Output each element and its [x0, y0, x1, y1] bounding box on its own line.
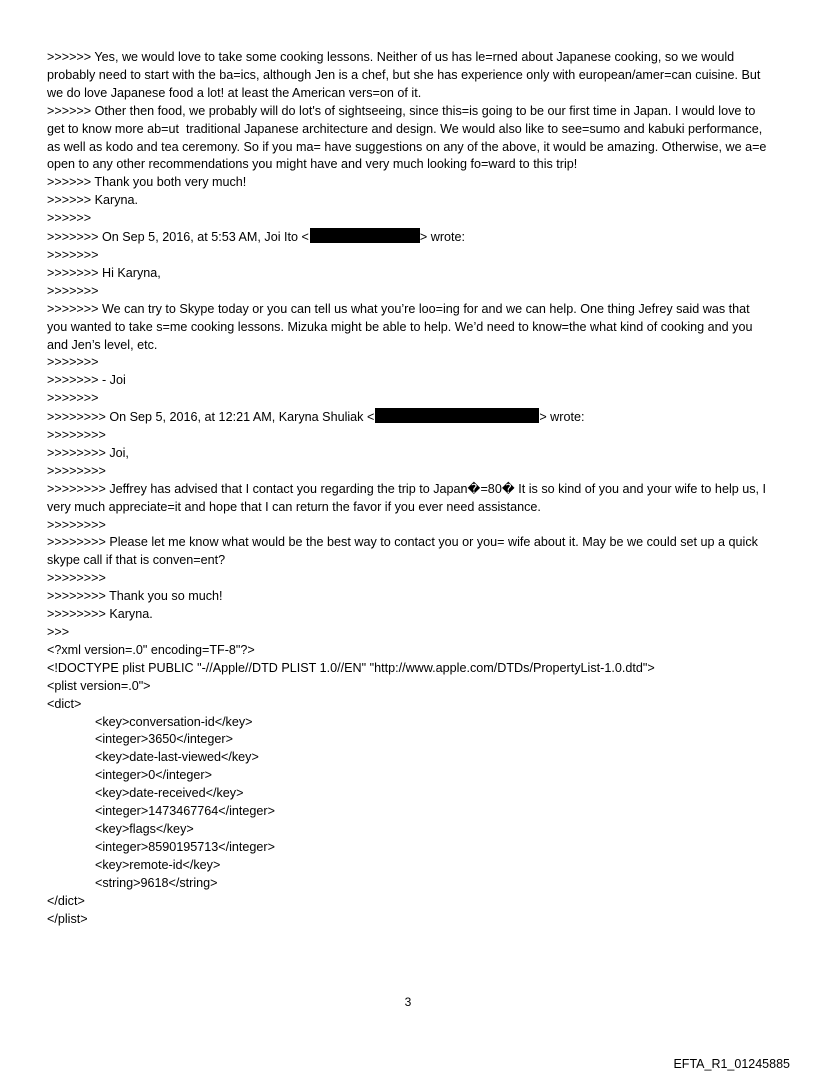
doctype-line: <!DOCTYPE plist PUBLIC "-//Apple//DTD PLIST 1.0//EN" "http://www.apple.com/DTDs/PropertyList-1.0.dtd">: [47, 660, 655, 675]
plist-entry: <integer>3650</integer>: [95, 732, 233, 747]
text-line: >>>>>> Karyna.: [47, 193, 139, 208]
text-line: >>>>>>>: [47, 283, 99, 298]
text-line: >>>>>>>>: [47, 571, 106, 586]
text-line: >>>>>>>> Joi,: [47, 445, 129, 460]
plist-entry: <integer>1473467764</integer>: [95, 804, 275, 819]
text-line: >>>>>>>> Please let me know what would be the best way to contact you or you= wife about it. May be we could set up a quick skype call if that is conven=ent?: [47, 535, 762, 568]
plist-entry: <key>date-received</key>: [95, 786, 244, 801]
karyna-message-header: [47, 408, 769, 427]
text-line: >>>>>>>: [47, 355, 99, 370]
plist-close-tag: </plist>: [47, 911, 88, 926]
page-number: 3: [404, 995, 412, 1009]
text-line: >>>>>>>> Karyna.: [47, 607, 153, 622]
text-line: >>>>>>> - Joi: [47, 373, 126, 388]
text-line: >>>>>>>>: [47, 463, 106, 478]
redacted-email-block: [375, 408, 539, 423]
redacted-email-block: [310, 228, 420, 243]
text-line: >>>: [47, 625, 70, 639]
header-text: >>>>>>> On Sep 5, 2016, at 5:53 AM, Joi Ito <: [47, 230, 309, 245]
text-line: >>>>>>>> Jeffrey has advised that I contact you regarding the trip to Japan�=80� It is so kind of you and your wife to help us, I very much appreciate=it and hope that I can return the favor if you ever need assistance.: [47, 481, 770, 514]
plist-entry: <string>9618</string>: [95, 875, 218, 890]
plist-entry: <integer>0</integer>: [95, 768, 212, 783]
dict-close-tag: </dict>: [47, 893, 85, 908]
header-text: > wrote:: [419, 230, 466, 245]
dict-open-tag: <dict>: [47, 696, 82, 711]
text-line: >>>>>>> We can try to Skype today or you can tell us what you’re loo=ing for and we can help. One thing Jefrey said was that you wanted to take s=me cooking lessons. Mizuka might be able to help. We’d need to know=the what kind of cooking and you and Jen’s level, etc.: [47, 301, 756, 352]
bates-stamp: EFTA_R1_01245885: [673, 1057, 790, 1071]
plist-entry: <key>flags</key>: [95, 821, 194, 836]
plist-entry: <key>date-last-viewed</key>: [95, 750, 259, 765]
text-line: >>>>>>>>: [47, 517, 106, 532]
header-text: >>>>>>>> On Sep 5, 2016, at 12:21 AM, Karyna Shuliak <: [47, 410, 375, 425]
text-line: >>>>>>>>: [47, 428, 106, 443]
plist-open-tag: <plist version=.0">: [47, 678, 151, 693]
text-line: >>>>>>: [47, 211, 92, 226]
header-text: > wrote:: [539, 410, 585, 425]
plist-entry: <key>conversation-id</key>: [95, 714, 253, 729]
text-line: >>>>>> Thank you both very much!: [47, 175, 247, 190]
text-line: >>>>>>> Hi Karyna,: [47, 265, 161, 280]
plist-entry: <integer>8590195713</integer>: [95, 839, 275, 854]
text-line: >>>>>>>> Thank you so much!: [47, 589, 223, 604]
text-line: >>>>>>>: [47, 247, 99, 262]
email-document-body: [47, 49, 769, 928]
text-line: >>>>>> Other then food, we probably will do lot's of sightseeing, since this=is going to be our first time in Japan. I would love to get to know more ab=ut traditional Japanese architecture and design. We would also like to see=sumo and kabuki performance, as well as kodo and tea ceremony. So if you ma= have suggestions on any of the above, it would be amazing. Otherwise, we a=e open to any other recommendations you might have and very much looking fo=ward to this trip!: [47, 103, 770, 172]
text-line: >>>>>>>: [47, 391, 99, 406]
plist-entry: <key>remote-id</key>: [95, 857, 221, 872]
text-line: >>>>>> Yes, we would love to take some cooking lessons. Neither of us has le=rned about Japanese cooking, so we would probably need to start with the ba=ics, although Jen is a chef, but she has experience only with european/amer=can cuisine. But we do love Japanese food a lot! at least the American vers=on of it.: [47, 50, 764, 100]
joi-reply-header: [47, 228, 769, 247]
xml-declaration: <?xml version=.0" encoding=TF-8"?>: [47, 642, 255, 657]
